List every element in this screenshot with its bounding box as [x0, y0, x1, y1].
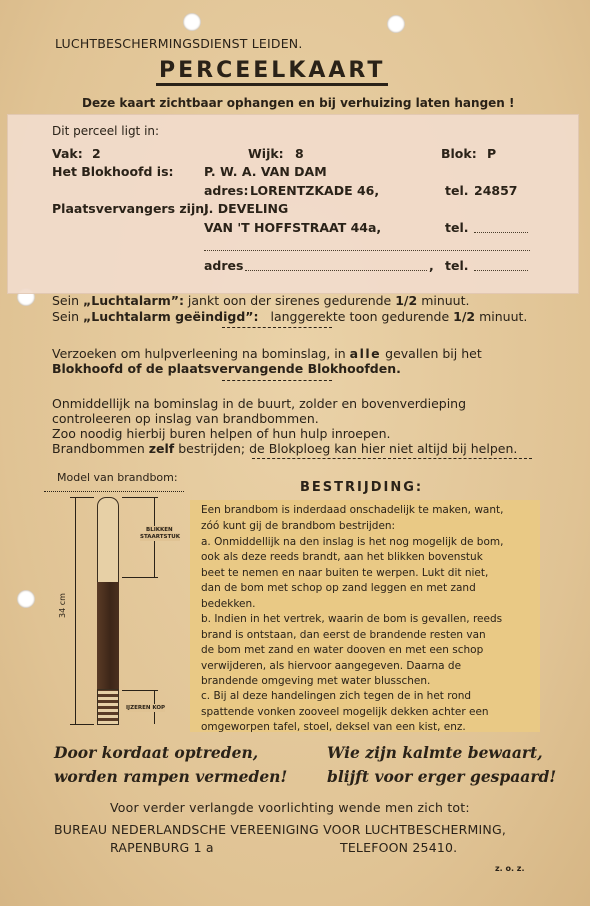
- form-intro: Dit perceel ligt in:: [52, 124, 160, 138]
- punch-hole-side-lower: [17, 590, 35, 608]
- end-minuut: minuut.: [479, 309, 528, 324]
- tail-label-2: STAARTSTUK: [140, 534, 180, 540]
- end-signal-line: [52, 309, 527, 324]
- help-line1-b: alle: [349, 346, 382, 361]
- end-duration: 1/2: [453, 309, 476, 324]
- vak-label: Vak:: [52, 146, 83, 161]
- tail-dimension-top: [122, 497, 158, 498]
- end-name: „Luchtalarm geëindigd”:: [83, 309, 259, 324]
- diagram-rule: [44, 491, 184, 492]
- blok-value: P: [487, 146, 497, 161]
- slogan-right-1: Wie zijn kalmte bewaart,: [327, 743, 543, 762]
- instructions-line-1: Een brandbom is inderdaad onschadelijk te maken, want,: [201, 504, 504, 516]
- instructions-line-8: b. Indien in het vertrek, waarin de bom is gevallen, reeds: [201, 613, 503, 625]
- vervangers-label: Plaatsvervangers zijn:: [52, 201, 210, 216]
- instructions-line-9: brand is ontstaan, dan eerst de brandende resten van: [201, 629, 486, 641]
- end-prefix: Sein: [52, 309, 80, 324]
- blokhoofd-label: Het Blokhoofd is:: [52, 164, 174, 179]
- blok-label: Blok:: [441, 146, 477, 161]
- footer-bureau: BUREAU NEDERLANDSCHE VEREENIGING VOOR LUCHTBESCHERMING,: [54, 822, 507, 837]
- footer-zoz: z. o. z.: [495, 864, 525, 873]
- instructions-line-7: bedekken.: [201, 598, 256, 610]
- extra-adres-line: [245, 260, 427, 271]
- bomb-body: [97, 582, 119, 689]
- instructions-line-12: brandende omgeving met water blusschen.: [201, 675, 431, 687]
- subtitle: Deze kaart zichtbaar ophangen en bij verhuizing laten hangen !: [82, 96, 515, 110]
- alarm-name: „Luchtalarm”:: [83, 293, 184, 308]
- extra-adres-label: adres: [204, 258, 244, 273]
- p2-divider: [252, 458, 532, 459]
- tail-label-1: BLIKKEN: [146, 527, 173, 533]
- signal-divider: [222, 327, 332, 328]
- slogan-right-2: blijft voor erger gespaard!: [327, 767, 557, 786]
- vak-value: 2: [92, 146, 101, 161]
- help-line1-c: gevallen bij het: [385, 346, 482, 361]
- p2-line-1: Onmiddellijk na bominslag in de buurt, zolder en bovenverdieping: [52, 396, 467, 411]
- alarm-text: jankt oon der sirenes gedurende: [187, 293, 392, 308]
- instructions-line-11: verwijderen, als hiervoor aangegeven. Daarna de: [201, 660, 462, 672]
- instructions-line-4: ook als deze reeds brandt, aan het blikken bovenstuk: [201, 551, 483, 563]
- length-dimension-top: [70, 497, 94, 498]
- head-label: IJZEREN KOP: [126, 705, 166, 711]
- footer-info: Voor verder verlangde voorlichting wende men zich tot:: [110, 800, 470, 815]
- help-paragraph-line-2: Blokhoofd of de plaatsvervangende Blokhoofden.: [52, 361, 401, 376]
- bomb-head: [97, 689, 119, 725]
- blokhoofd-name: P. W. A. VAN DAM: [204, 164, 327, 179]
- p2-line-3: Zoo noodig hierbij buren helpen of hun hulp inroepen.: [52, 426, 391, 441]
- length-label: 34 cm: [58, 593, 67, 618]
- instructions-heading: BESTRIJDING:: [300, 480, 424, 495]
- extra-line: [204, 240, 530, 251]
- blokhoofd-tel: 24857: [474, 183, 518, 198]
- alarm-prefix: Sein: [52, 293, 80, 308]
- instructions-line-15: omgeworpen tafel, stoel, deksel van een kist, enz.: [201, 721, 466, 733]
- instructions-line-5: beet te nemen en naar buiten te werpen. Lukt dit niet,: [201, 567, 489, 579]
- alarm-signal-line: [52, 293, 469, 308]
- page-title: PERCEELKAART: [156, 58, 388, 86]
- footer-phone: TELEFOON 25410.: [340, 840, 458, 855]
- slogan-left-1: Door kordaat optreden,: [54, 743, 259, 762]
- head-dimension-top: [122, 690, 158, 691]
- instructions-line-3: a. Onmiddellijk na den inslag is het nog mogelijk de bom,: [201, 536, 504, 548]
- wijk-label: Wijk:: [248, 146, 284, 161]
- p2-line-2: controleeren op inslag van brandbommen.: [52, 411, 319, 426]
- instructions-line-6: dan de bom met schop op zand leggen en met zand: [201, 582, 476, 594]
- length-dimension-bottom: [70, 724, 94, 725]
- alarm-duration: 1/2: [395, 293, 418, 308]
- wijk-value: 8: [295, 146, 304, 161]
- tail-dimension-bottom: [122, 577, 158, 578]
- p2-line4-c: bestrijden; de Blokploeg kan hier niet altijd bij helpen.: [178, 441, 518, 456]
- extra-tel-line: [474, 260, 528, 271]
- instructions-line-13: c. Bij al deze handelingen zich tegen de in het rond: [201, 690, 472, 702]
- blokhoofd-adres-label: adres:: [204, 183, 249, 198]
- diagram-label: Model van brandbom:: [57, 471, 178, 484]
- punch-hole-top-right: [387, 15, 405, 33]
- blokhoofd-tel-label: tel.: [445, 183, 469, 198]
- vervanger-name: J. DEVELING: [204, 201, 289, 216]
- organization-name: LUCHTBESCHERMINGSDIENST LEIDEN.: [55, 36, 303, 51]
- p2-line4-a: Brandbommen: [52, 441, 145, 456]
- extra-adres-comma: ,: [429, 258, 434, 273]
- extra-tel-label: tel.: [445, 258, 469, 273]
- vervanger-tel-line: [474, 222, 528, 233]
- p2-line-4: [52, 441, 517, 456]
- slogan-left-2: worden rampen vermeden!: [54, 767, 288, 786]
- alarm-minuut: minuut.: [421, 293, 470, 308]
- length-dimension-line: [75, 497, 76, 725]
- help-line1-a: Verzoeken om hulpverleening na bominslag, in: [52, 346, 346, 361]
- punch-hole-top-left: [183, 13, 201, 31]
- end-text: langgerekte toon gedurende: [270, 309, 450, 324]
- vervanger-tel-label: tel.: [445, 220, 469, 235]
- incendiary-bomb-drawing: [97, 497, 119, 725]
- instructions-line-10: de bom met zand en water dooven en met een schop: [201, 644, 484, 656]
- help-divider: [222, 380, 332, 381]
- blokhoofd-adres: LORENTZKADE 46,: [250, 183, 380, 198]
- bomb-tail: [97, 497, 119, 582]
- instructions-line-2: zóó kunt gij de brandbom bestrijden:: [201, 520, 396, 532]
- vervanger-adres: VAN 'T HOFFSTRAAT 44a,: [204, 220, 382, 235]
- instructions-line-14: spattende vonken zooveel mogelijk dekken achter een: [201, 706, 489, 718]
- help-paragraph-line-1: [52, 346, 482, 361]
- footer-address: RAPENBURG 1 a: [110, 840, 214, 855]
- p2-line4-b: zelf: [148, 441, 175, 456]
